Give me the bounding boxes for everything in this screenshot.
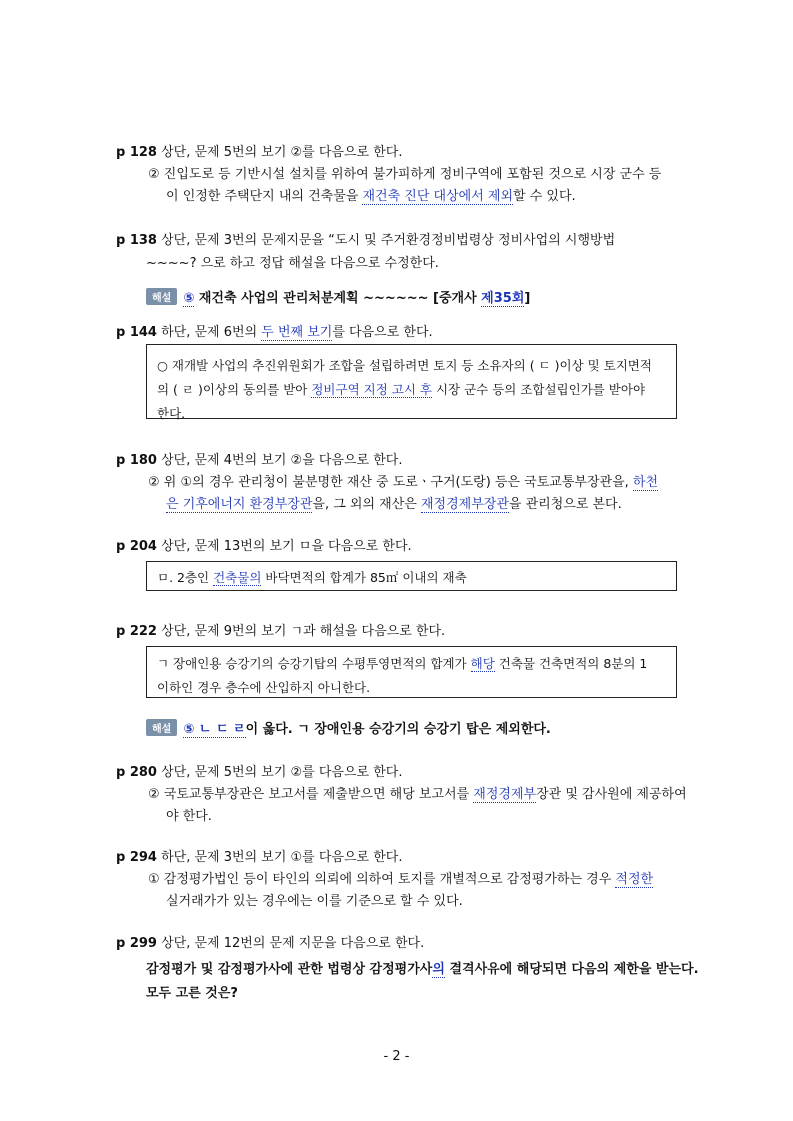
text-run: ② 진입도로 등 기반시설 설치를 위하여 불가피하게 정비구역에 포함된 것으로 시장 군수 등	[148, 167, 662, 182]
header-text: 하단, 문제 3번의 보기 ①를 다음으로 한다.	[161, 850, 403, 865]
text-run: 결격사유에 해당되면 다음의 제한을 받는다.	[444, 962, 699, 977]
correction-header	[116, 761, 402, 780]
text-run: ㄱ 장애인용 승강기의 승강기탑의 수평투영면적의 합계가	[157, 656, 471, 671]
explanation-tag: 해설	[146, 719, 177, 736]
header-text: 상단, 문제 4번의 보기 ②을 다음으로 한다.	[161, 453, 403, 468]
text-run: 장관 및 감사원에 제공하여	[536, 787, 687, 802]
page-reference: p 222	[116, 624, 157, 639]
text-run: ㅁ. 2층인	[157, 570, 214, 585]
box-line	[157, 404, 185, 422]
replacement-line	[166, 185, 576, 204]
page-reference: p 299	[116, 936, 157, 951]
header-text: 상단, 문제 13번의 보기 ㅁ을 다음으로 한다.	[161, 539, 412, 554]
correction-header	[116, 932, 424, 951]
page-reference: p 204	[116, 539, 157, 554]
replacement-line	[166, 805, 212, 824]
explanation-note	[146, 287, 530, 306]
box-line	[157, 380, 645, 398]
text-run: 건축물 건축면적의 8분의 1	[494, 656, 648, 671]
revised-text: 의	[432, 962, 445, 977]
text-run: ① 감정평가법인 등이 타인의 의뢰에 의하여 토지를 개별적으로 감정평가하는 경우	[148, 872, 616, 887]
revised-text: ⑤ ㄴ ㄷ ㄹ	[183, 722, 246, 737]
explanation-note	[146, 718, 551, 737]
page-reference: p 280	[116, 765, 157, 780]
box-line	[157, 568, 467, 586]
revised-text: 두 번째 보기	[261, 325, 333, 340]
page-reference: p 144	[116, 325, 157, 340]
text-run: 이 인정한 주택단지 내의 건축물을	[166, 189, 363, 204]
page-reference: p 294	[116, 850, 157, 865]
text-run: 이 옳다. ㄱ 장애인용 승강기의 승강기 탑은 제외한다.	[245, 722, 551, 737]
page-reference: p 180	[116, 453, 157, 468]
revised-text: 정비구역 지정 고시 후	[311, 382, 432, 397]
revised-text: ⑤	[183, 291, 195, 306]
box-line	[157, 654, 647, 672]
correction-header-cont: ~~~~? 으로 하고 정답 해설을 다음으로 수정한다.	[146, 256, 439, 271]
text-run: 실거래가가 있는 경우에는 이를 기준으로 할 수 있다.	[166, 894, 463, 909]
replacement-line	[166, 493, 622, 512]
correction-header	[116, 141, 402, 160]
replacement-line	[148, 868, 653, 887]
text-run: ② 위 ①의 경우 관리청이 불분명한 재산 중 도로ㆍ구거(도랑) 등은 국토교통부장관을,	[148, 475, 633, 490]
question-stem-line	[146, 958, 699, 977]
text-run: 를 다음으로 한다.	[332, 325, 433, 340]
revised-text: 재정경제부장관	[420, 497, 509, 512]
text-run: 을, 그 외의 재산은	[312, 497, 421, 512]
text-run: 이하인 경우 층수에 산입하지 아니한다.	[157, 680, 371, 695]
correction-header	[116, 321, 433, 340]
text-run: 바닥면적의 합계가 85㎡ 이내의 재축	[261, 570, 467, 585]
text-run: ]	[524, 291, 531, 306]
header-text: 상단, 문제 9번의 보기 ㄱ과 해설을 다음으로 한다.	[161, 624, 446, 639]
header-text: 상단, 문제 3번의 문제지문을 “도시 및 주거환경정비법령상 정비사업의 시행방법	[161, 233, 616, 248]
revised-text: 재건축 진단 대상에서 제외	[362, 189, 514, 204]
revised-text: 건축물의	[213, 570, 262, 585]
revised-text: 제35회	[481, 291, 525, 306]
text-run: 재건축 사업의 관리처분계획 ~~~~~~ [중개사	[194, 291, 482, 306]
replacement-line	[148, 471, 658, 490]
revised-text: 은 기후에너지 환경부장관	[166, 497, 313, 512]
header-text: 상단, 문제 12번의 문제 지문을 다음으로 한다.	[161, 936, 425, 951]
correction-header	[116, 846, 402, 865]
replacement-line	[166, 890, 463, 909]
correction-header	[116, 229, 615, 248]
text-run: 하단, 문제 6번의	[161, 325, 262, 340]
correction-header	[116, 535, 412, 554]
text-run: 의 ( ㄹ )이상의 동의를 받아	[157, 382, 312, 397]
text-run: 을 관리청으로 본다.	[508, 497, 622, 512]
revised-text: 하천	[632, 475, 659, 490]
revised-text: 적정한	[615, 872, 654, 887]
text-run: 모두 고른 것은?	[146, 986, 238, 1001]
replacement-line	[148, 783, 687, 802]
box-line	[157, 356, 652, 374]
revised-text: 재정경제부	[473, 787, 537, 802]
text-run: 할 수 있다.	[513, 189, 576, 204]
text-run: 야 한다.	[166, 809, 212, 824]
page-reference: p 138	[116, 233, 157, 248]
text-run: ○ 재개발 사업의 추진위원회가 조합을 설립하려면 토지 등 소유자의 ( ㄷ )이상 및 토지면적	[157, 358, 652, 373]
box-line	[157, 678, 370, 696]
revised-text: 해당	[470, 656, 495, 671]
text-run: 시장 군수 등의 조합설립인가를 받아야	[431, 382, 646, 397]
text-run: 한다.	[157, 406, 186, 421]
text-run: 감정평가 및 감정평가사에 관한 법령상 감정평가사	[146, 962, 433, 977]
correction-header	[116, 449, 402, 468]
correction-header	[116, 620, 445, 639]
text-run: ② 국토교통부장관은 보고서를 제출받으면 해당 보고서를	[148, 787, 474, 802]
question-stem-line	[146, 982, 238, 1001]
boxed-option	[146, 561, 677, 591]
explanation-tag: 해설	[146, 288, 177, 305]
boxed-option	[146, 344, 677, 419]
page-reference: p 128	[116, 145, 157, 160]
replacement-line	[148, 163, 661, 182]
header-text: 상단, 문제 5번의 보기 ②를 다음으로 한다.	[161, 765, 403, 780]
page-number: - 2 -	[383, 1049, 410, 1064]
boxed-option	[146, 646, 677, 698]
header-text: 상단, 문제 5번의 보기 ②를 다음으로 한다.	[161, 145, 403, 160]
